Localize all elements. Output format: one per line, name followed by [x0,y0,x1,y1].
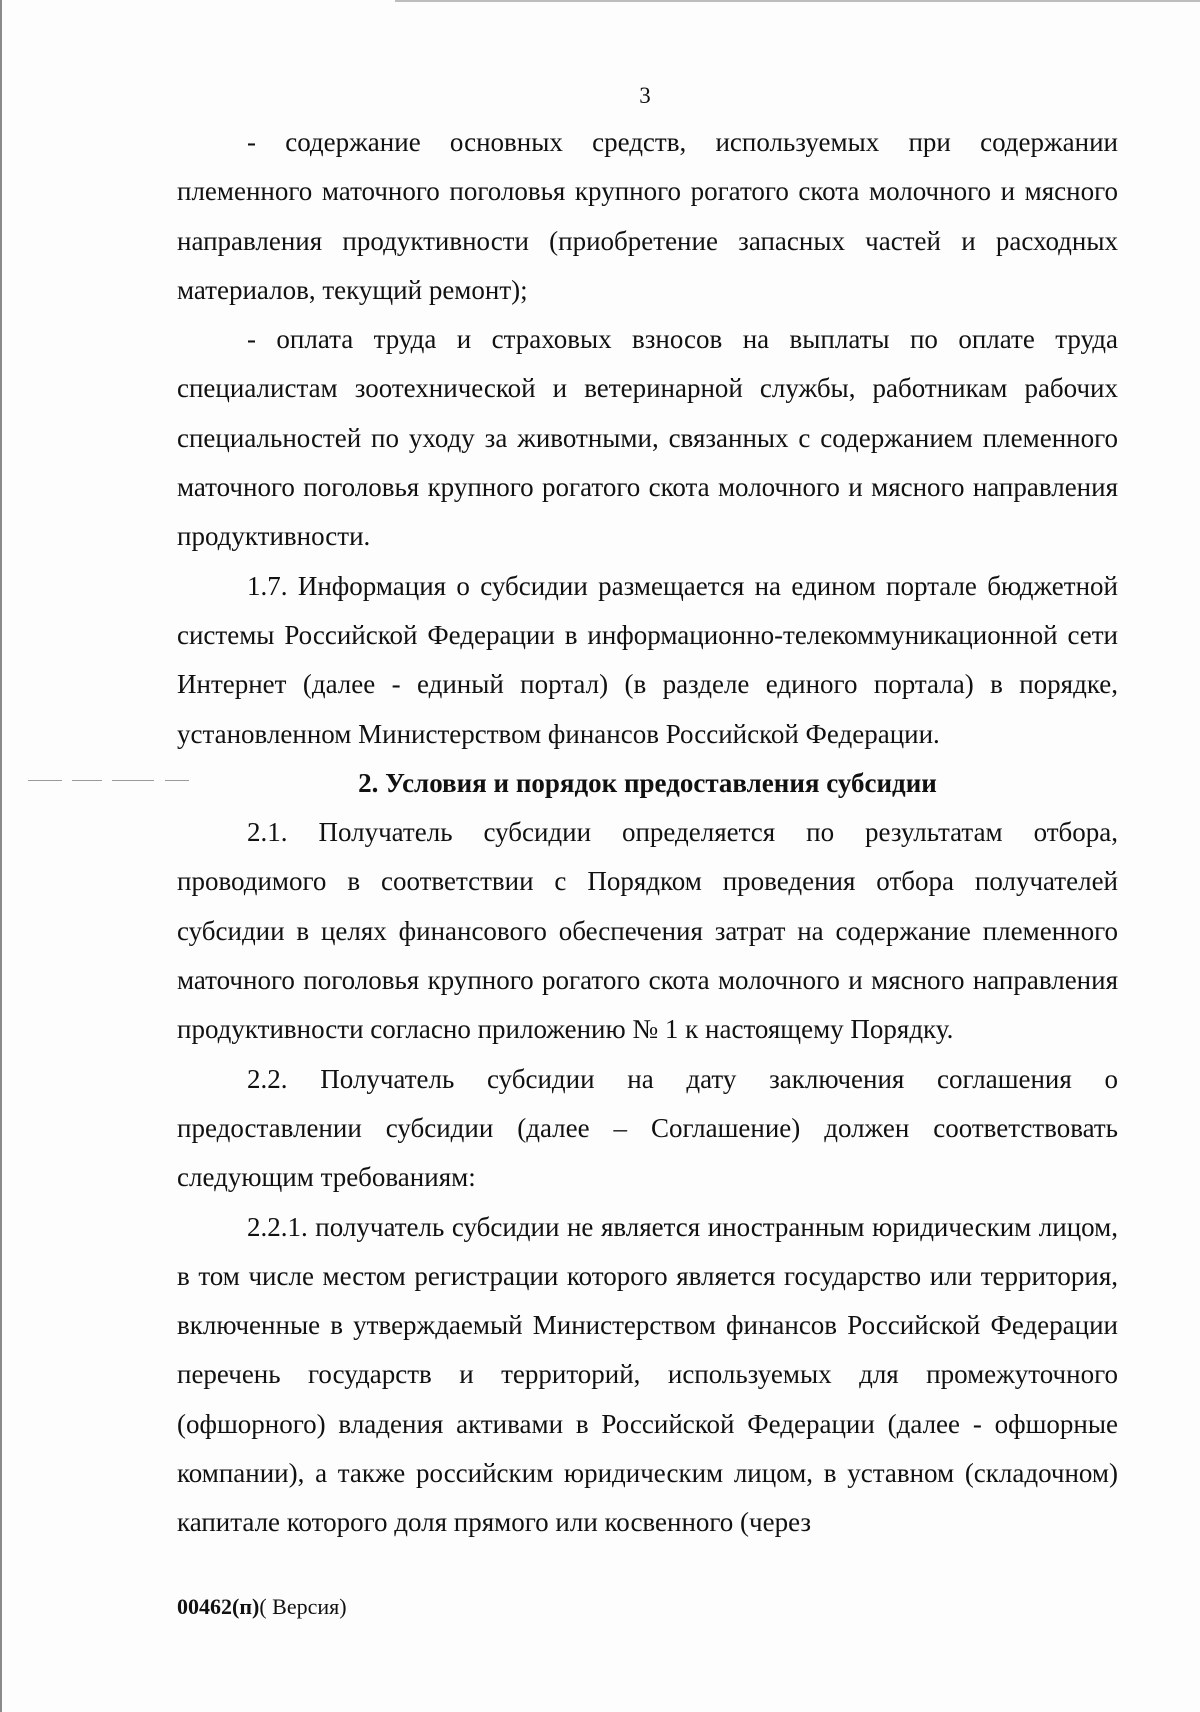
paragraph: 2.2. Получатель субсидии на дату заключения соглашения о предоставлении субсидии (далее – Соглашение) должен соответствовать следующим требованиям: [177,1063,1118,1193]
scan-dash-mark [72,780,102,781]
scan-left-edge [0,0,2,1712]
scan-dash-mark [112,780,154,781]
page-number: 3 [639,83,651,108]
paragraph: - содержание основных средств, используемых при содержании племенного маточного поголовья крупного рогатого скота молочного и мясного направления продуктивности (приобретение запасных частей и расходных материалов, текущий ремонт); [177,127,1118,305]
section-heading: 2. Условия и порядок предоставления субсидии [358,767,937,798]
scan-dash-mark [28,780,62,781]
paragraph: 2.1. Получатель субсидии определяется по результатам отбора, проводимого в соответствии с Порядком проведения отбора получателей субсидии в целях финансового обеспечения затрат на содержание племенного маточного поголовья крупного рогатого скота молочного и мясного направления продуктивности согласно приложению № 1 к настоящему Порядку. [177,817,1118,1045]
document-body [177,118,1118,1548]
footer-code: 00462(п) [177,1594,260,1619]
paragraph: - оплата труда и страховых взносов на выплаты по оплате труда специалистам зоотехнической и ветеринарной службы, работникам рабочих специальностей по уходу за животными, связанных с содержанием племенного маточного поголовья крупного рогатого скота молочного и мясного направления продуктивности. [177,324,1118,552]
footer-document-code [177,1593,347,1621]
paragraph: 1.7. Информация о субсидии размещается на едином портале бюджетной системы Российской Федерации в информационно-телекоммуникационной сети Интернет (далее - единый портал) (в разделе единого портала) в порядке, установленном Министерством финансов Российской Федерации. [177,570,1118,749]
paragraph: 2.2.1. получатель субсидии не является иностранным юридическим лицом, в том числе местом регистрации которого является государство или территория, включенные в утверждаемый Министерством финансов Российской Федерации перечень государств и территорий, используемых для промежуточного (офшорного) владения активами в Российской Федерации (далее - офшорные компании), а также российским юридическим лицом, в уставном (складочном) капитале которого доля прямого или косвенного (через [177,1211,1118,1538]
scan-top-edge [395,0,1200,2]
footer-version: ( Версия) [259,1594,347,1619]
